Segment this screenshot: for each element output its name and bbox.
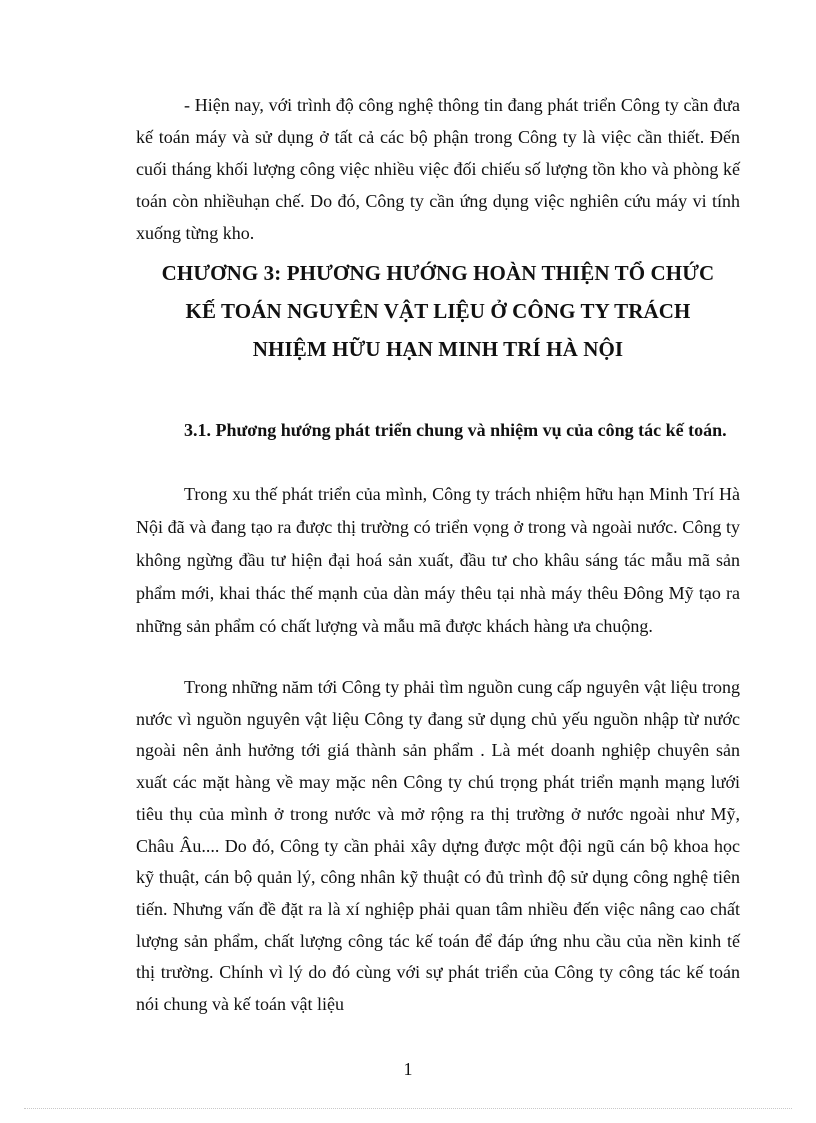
chapter-title	[120, 254, 756, 368]
page-number: 1	[403, 1059, 413, 1079]
body-paragraph-2: Trong những năm tới Công ty phải tìm nguồn cung cấp nguyên vật liệu trong nước vì nguồn nguyên vật liệu Công ty đang sử dụng chủ yếu nguồn nhập từ nước ngoài nên ảnh hưởng tới giá thành sản phẩm . Là mét doanh nghiệp chuyên sản xuất các mặt hàng về may mặc nên Công ty chú trọng phát triển mạnh mạng lưới tiêu thụ của mình ở trong nước và mở rộng ra thị trường ở nước ngoài như Mỹ, Châu Âu.... Do đó, Công ty cần phải xây dựng được một đội ngũ cán bộ khoa học kỹ thuật, cán bộ quản lý, công nhân kỹ thuật có đủ trình độ sử dụng công nghệ tiên tiến. Nhưng vấn đề đặt ra là xí nghiệp phải quan tâm nhiều đến việc nâng cao chất lượng sản phẩm, chất lượng công tác kế toán để đáp ứng nhu cầu của nền kinh tế thị trường. Chính vì lý do đó cùng với sự phát triển của Công ty công tác kế toán nói chung và kế toán vật liệu	[136, 677, 740, 1015]
chapter-title-line-2: KẾ TOÁN NGUYÊN VẬT LIỆU Ở CÔNG TY TRÁCH	[185, 299, 691, 323]
page-bottom-divider	[24, 1108, 792, 1109]
section-heading: 3.1. Phương hướng phát triển chung và nhiệm vụ của công tác kế toán.	[184, 420, 727, 440]
body-paragraph-1: Trong xu thế phát triển của mình, Công ty trách nhiệm hữu hạn Minh Trí Hà Nội đã và đang tạo ra được thị trường có triển vọng ở trong và ngoài nước. Công ty không ngừng đầu tư hiện đại hoá sản xuất, đầu tư cho khâu sáng tác mẫu mã sản phẩm mới, khai thác thế mạnh của dàn máy thêu tại nhà máy thêu Đông Mỹ tạo ra những sản phẩm có chất lượng và mẫu mã được khách hàng ưa chuộng.	[136, 484, 740, 636]
chapter-title-line-1: CHƯƠNG 3: PHƯƠNG HƯỚNG HOÀN THIỆN TỔ CHỨC	[161, 261, 715, 285]
chapter-title-line-3: NHIỆM HỮU HẠN MINH TRÍ HÀ NỘI	[252, 337, 624, 361]
intro-paragraph: - Hiện nay, với trình độ công nghệ thông tin đang phát triển Công ty cần đưa kế toán máy và sử dụng ở tất cả các bộ phận trong Công ty là việc cần thiết. Đến cuối tháng khối lượng công việc nhiều việc đối chiếu số lượng tồn kho và phòng kế toán còn nhiềuhạn chế. Do đó, Công ty cần ứng dụng việc nghiên cứu máy vi tính xuống từng kho.	[136, 95, 740, 243]
